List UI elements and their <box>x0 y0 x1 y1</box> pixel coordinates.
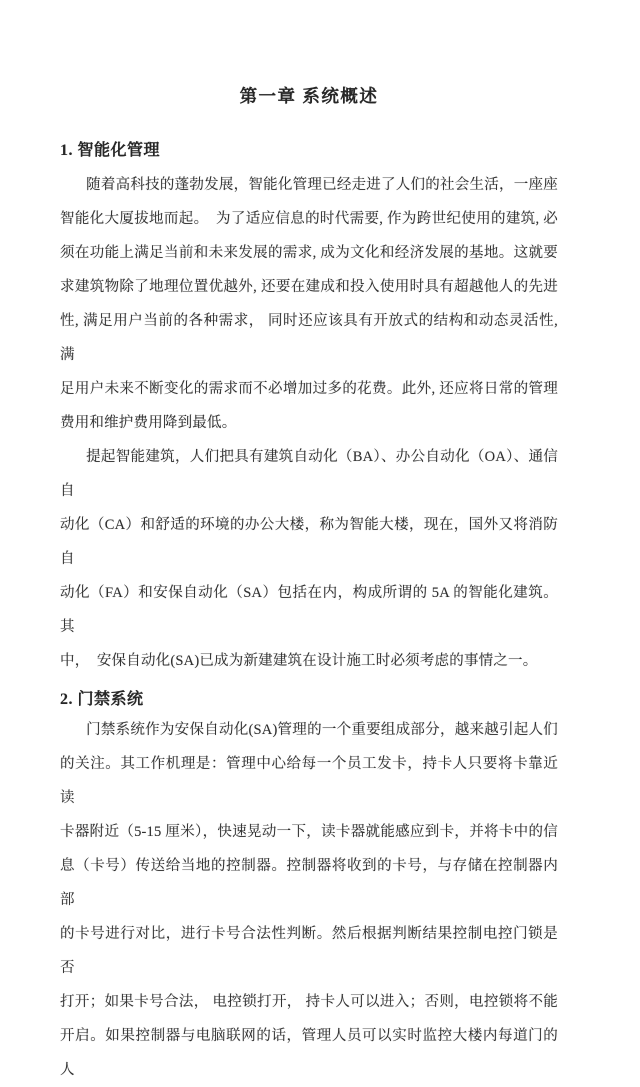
text-line: 随着高科技的蓬勃发展，智能化管理已经走进了人们的社会生活，一座座 <box>86 177 558 193</box>
text-line: 门禁系统作为安保自动化(SA)管理的一个重要组成部分，越来越引起人们 <box>86 722 558 738</box>
section-1-heading: 1. 智能化管理 <box>60 142 161 159</box>
text-line: 提起智能建筑，人们把具有建筑自动化（BA）、办公自动化（OA）、通信自 <box>60 449 558 499</box>
paragraph <box>60 713 558 1087</box>
text-line: 打开；如果卡号合法， 电控锁打开， 持卡人可以进入；否则，电控锁将不能 <box>60 994 558 1010</box>
text-line: 动化（CA）和舒适的环境的办公大楼，称为智能大楼，现在，国外又将消防自 <box>60 517 558 567</box>
text-line: 动化（FA）和安保自动化（SA）包括在内，构成所谓的 5A 的智能化建筑。其 <box>60 585 558 635</box>
text-line: 智能化大厦拔地而起。 为了适应信息的时代需要, 作为跨世纪使用的建筑, 必 <box>60 211 558 227</box>
paragraph <box>60 440 558 678</box>
text-line: 性, 满足用户当前的各种需求， 同时还应该具有开放式的结构和动态灵活性, 满 <box>60 313 558 363</box>
section-intelligent-management <box>60 138 558 678</box>
text-line: 的关注。其工作机理是：管理中心给每一个员工发卡，持卡人只要将卡靠近读 <box>60 756 558 806</box>
section-access-control <box>60 687 558 1087</box>
text-line: 足用户未来不断变化的需求而不必增加过多的花费。此外, 还应将日常的管理 <box>60 381 558 397</box>
text-line: 须在功能上满足当前和未来发展的需求, 成为文化和经济发展的基地。这就要 <box>60 245 558 261</box>
section-2-heading: 2. 门禁系统 <box>60 691 144 708</box>
text-line: 息（卡号）传送给当地的控制器。控制器将收到的卡号，与存储在控制器内部 <box>60 858 558 908</box>
text-line: 中， 安保自动化(SA)已成为新建建筑在设计施工时必须考虑的事情之一。 <box>60 653 538 669</box>
text-line: 卡器附近（5-15 厘米），快速晃动一下，读卡器就能感应到卡，并将卡中的信 <box>60 824 558 840</box>
text-line: 的卡号进行对比，进行卡号合法性判断。然后根据判断结果控制电控门锁是否 <box>60 926 558 976</box>
text-line: 费用和维护费用降到最低。 <box>60 415 237 431</box>
text-line: 求建筑物除了地理位置优越外, 还要在建成和投入使用时具有超越他人的先进 <box>60 279 558 295</box>
text-line: 开启。如果控制器与电脑联网的话，管理人员可以实时监控大楼内每道门的人 <box>60 1028 558 1078</box>
page-title: 第一章 系统概述 <box>239 86 379 106</box>
paragraph <box>60 168 558 440</box>
